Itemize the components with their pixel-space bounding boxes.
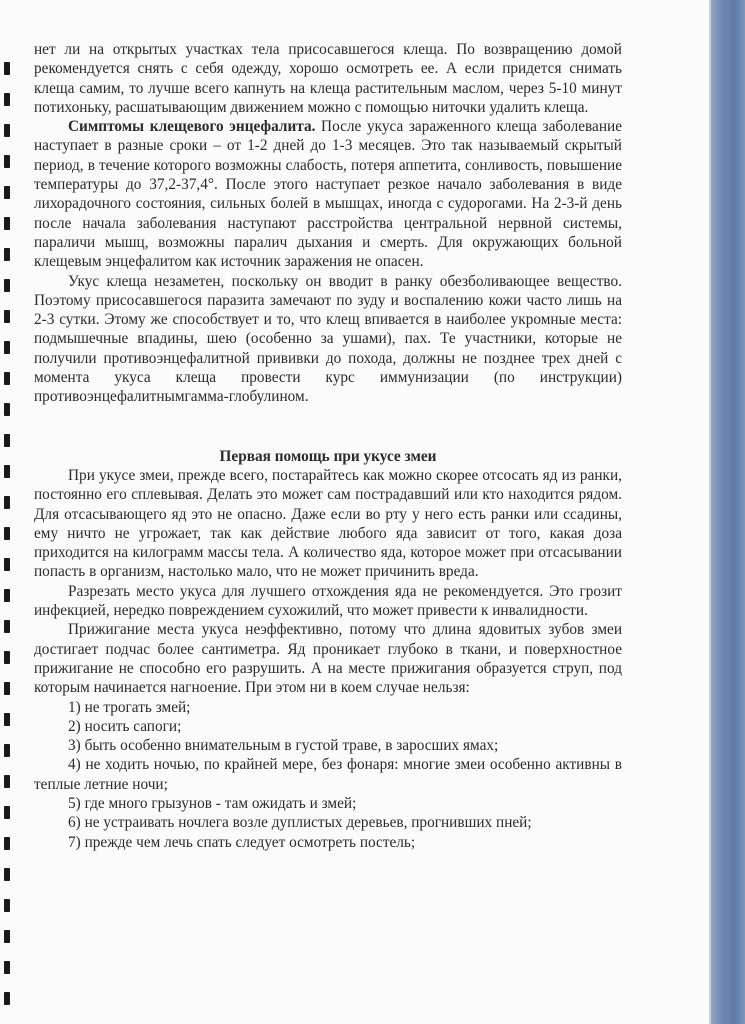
spiral-binding-holes	[0, 0, 14, 1024]
list-item: 1) не трогать змей;	[68, 698, 191, 716]
binding-hole	[4, 930, 10, 943]
binding-hole	[4, 868, 10, 881]
binding-hole	[4, 93, 10, 106]
list-item: 4) не ходить ночью, по крайней мере, без фонаря: многие змеи особенно активны в теплые летние ночи;	[34, 756, 622, 793]
binding-hole	[4, 713, 10, 726]
list-item: 3) быть особенно внимательным в густой траве, в заросших ямах;	[68, 737, 499, 755]
binding-hole	[4, 217, 10, 230]
binding-hole	[4, 124, 10, 137]
binding-hole	[4, 961, 10, 974]
paragraph-symptoms	[34, 117, 622, 271]
binding-hole	[4, 992, 10, 1005]
binding-hole	[4, 279, 10, 292]
list-item: 6) не устраивать ночлега возле дуплистых деревьев, прогнивших пней;	[68, 814, 532, 832]
list-item: 2) носить сапоги;	[68, 717, 182, 735]
binding-hole	[4, 341, 10, 354]
binding-hole	[4, 434, 10, 447]
binding-hole	[4, 403, 10, 416]
binding-hole	[4, 744, 10, 757]
binding-hole	[4, 465, 10, 478]
paragraph-snake-bite: При укусе змеи, прежде всего, постарайтесь как можно скорее отсосать яд из ранки, постоянно его сплевывая. Делать это может сам пострадавший или кто находится рядом. Для отсасывающего яд это не опасно. Даже если во рту у него есть ранки или ссадины, ему ничто не угрожает, так как действие любого яда зависит от того, какая доза приходится на килограмм массы тела. А количество яда, которое может при отсасывании попасть в организм, настолько мало, что не может причинить вреда.	[34, 466, 622, 581]
binding-hole	[4, 806, 10, 819]
binding-hole	[4, 248, 10, 261]
binding-hole	[4, 496, 10, 509]
blue-cover-spine	[711, 0, 745, 1024]
binding-hole	[4, 899, 10, 912]
list-item: 5) где много грызунов - там ожидать и змей;	[68, 794, 357, 812]
binding-hole	[4, 837, 10, 850]
binding-hole	[4, 620, 10, 633]
list-item: 7) прежде чем лечь спать следует осмотреть постель;	[68, 833, 416, 851]
binding-hole	[4, 310, 10, 323]
binding-hole	[4, 186, 10, 199]
symptoms-lead: Симптомы клещевого энцефалита.	[68, 118, 316, 136]
binding-hole	[4, 651, 10, 664]
binding-hole	[4, 589, 10, 602]
paragraph-incision: Разрезать место укуса для лучшего отхождения яда не рекомендуется. Это грозит инфекцией, нередко повреждением сухожилий, что может привести к инвалидности.	[34, 582, 622, 620]
binding-hole	[4, 558, 10, 571]
paragraph-tick-bite: Укус клеща незаметен, поскольку он вводит в ранку обезболивающее вещество. Поэтому присосавшегося паразита замечают по зуду и воспалению кожи часто лишь на 2-3 сутки. Этому же способствует и то, что клещ впивается в наиболее укромные места: подмышечные впадины, шею (особенно за ушами), пах. Те участники, которые не получили противоэнцефалитной прививки до похода, должны не позднее трех дней с момента укуса клеща провести курс иммунизации (по инструкции) противоэнцефалитнымгамма-глобулином.	[34, 272, 622, 406]
section-heading: Первая помощь при укусе змеи	[219, 447, 437, 465]
binding-hole	[4, 372, 10, 385]
paragraph-cauterization: Прижигание места укуса неэффективно, потому что длина ядовитых зубов змеи достигает подчас более сантиметра. Яд проникает глубоко в ткани, и поверхностное прижигание не способно его разрушить. А на месте прижигания образуется струп, под которым начинается нагноение. При этом ни в коем случае нельзя:	[34, 621, 622, 697]
binding-hole	[4, 62, 10, 75]
binding-hole	[4, 527, 10, 540]
binding-hole	[4, 682, 10, 695]
binding-hole	[4, 775, 10, 788]
page-text	[34, 40, 622, 852]
binding-hole	[4, 155, 10, 168]
symptoms-body: После укуса зараженного клеща заболевание наступает в разные сроки – от 1-2 дней до 1-3 месяцев. Это так называемый скрытый период, в течение которого возможны слабость, потеря аппетита, сонливость, повышение температуры до 37,2-37,4°. После этого наступает резкое начало заболевания в виде лихорадочного состояния, сильных болей в мышцах, иногда с судорогами. На 2-3-й день после начала заболевания наступают расстройства центральной нервной системы, параличи мышц, возможны паралич дыхания и смерть. Для окружающих больной клещевым энцефалитом как источник заражения не опасен.	[34, 118, 622, 271]
paragraph-continuation: нет ли на открытых участках тела присосавшегося клеща. По возвращению домой рекомендуется снять с себя одежду, хорошо осмотреть ее. А если придется снимать клеща самим, то лучше всего капнуть на клеща растительным маслом, через 5-10 минут потихоньку, расшатывающим движением можно с помощью ниточки удалить клеща.	[34, 41, 622, 116]
